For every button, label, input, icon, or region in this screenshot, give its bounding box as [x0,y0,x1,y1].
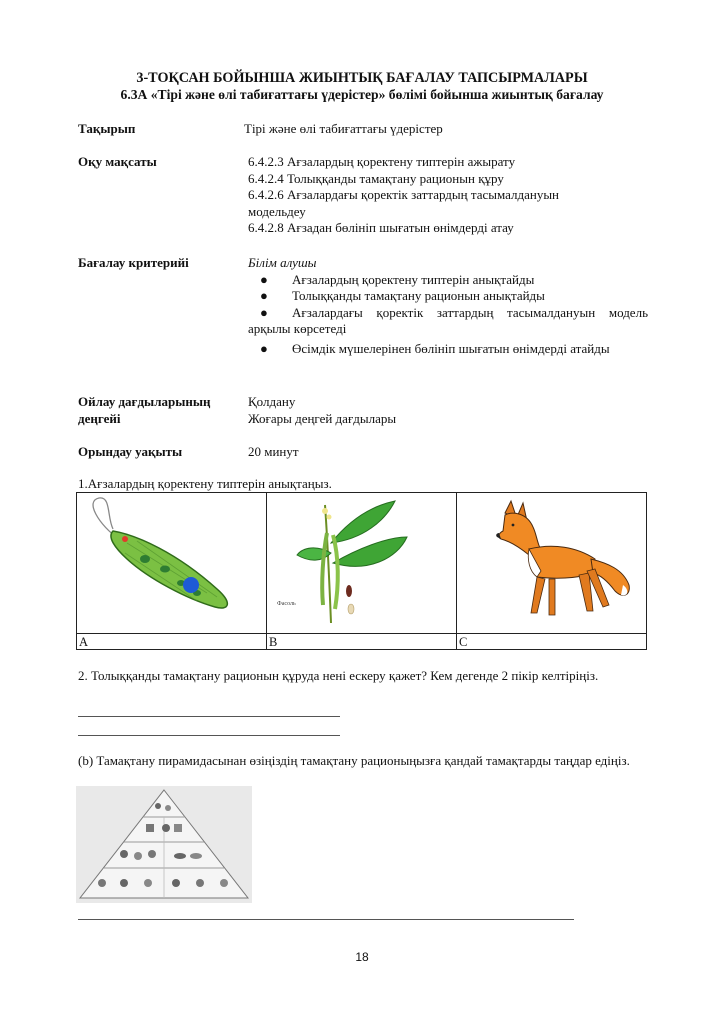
image-cell-b [267,493,457,633]
organisms-table [76,492,647,650]
bullet-icon: ● [260,340,268,356]
task2-question: 2. Толыққанды тамақтану рационын құруда нені ескеру қажет? Кем дегенде 2 пікір келтіріңіз. [78,668,599,683]
criteria-item: ● Ағзалардағы қоректік заттардың тасымалдануын модель арқылы көрсетеді [248,304,648,336]
thinking-values [248,394,396,427]
objective-item: 6.4.2.8 Ағзадан бөлініп шығатын өнімдерді атау [248,220,514,235]
criteria-label: Бағалау критерийі [78,255,189,270]
image-cell-a [77,493,267,633]
food-pyramid-icon [76,786,252,903]
image-label-b: B [267,633,457,650]
criteria-intro: Білім алушы [248,255,317,270]
thinking-value: Қолдану [248,394,296,409]
image-cell-c [457,493,646,633]
bean-caption: Фасоль [277,601,296,607]
thinking-label: Ойлау дағдыларының деңгейі [78,394,211,426]
answer-line [78,735,340,736]
answer-line [78,919,574,920]
task2b-question: (b) Тамақтану пирамидасынан өзіңіздің тамақтану рационыңызға қандай тамақтарды таңдар едіңіз. [78,753,630,768]
time-label: Орындау уақыты [78,444,183,459]
fox-icon [457,493,646,633]
document-title: 3-ТОҚСАН БОЙЫНША ЖИЫНТЫҚ БАҒАЛАУ ТАПСЫРМАЛАРЫ [136,70,588,86]
task1-question: 1.Ағзалардың қоректену типтерін анықтаңыз. [78,476,332,491]
criteria-item: ● Ағзалардың қоректену типтерін анықтайды [260,271,535,287]
objectives-label: Оқу мақсаты [78,154,157,169]
bullet-icon: ● [260,304,268,320]
criteria-block [248,255,648,357]
bean-plant-icon [267,493,457,633]
food-pyramid-image [76,786,252,903]
objective-item: 6.4.2.6 Ағзалардағы қоректік заттардың тасымалдануын модельдеу [248,187,560,219]
objectives-list [248,154,608,237]
thinking-value: Жоғары деңгей дағдылары [248,410,397,426]
time-value: 20 минут [248,444,299,459]
objective-item: 6.4.2.4 Толыққанды тамақтану рационын құру [248,170,504,186]
bullet-icon: ● [260,288,268,303]
topic-value: Тірі және өлі табиғаттағы үдерістер [244,121,443,136]
criteria-list [248,272,648,358]
image-label-c: C [457,633,646,650]
bullet-icon: ● [260,271,268,287]
objective-item: 6.4.2.3 Ағзалардың қоректену типтерін ажырату [248,154,516,169]
criteria-item: ● Өсімдік мүшелерінен бөлініп шығатын өнімдерді атайды [260,340,610,356]
topic-label: Тақырып [78,121,136,136]
image-label-a: A [77,633,267,650]
page-number: 18 [355,950,369,964]
document-subtitle: 6.3А «Тірі және өлі табиғаттағы үдерістер» бөлімі бойынша жиынтық бағалау [120,87,604,102]
criteria-item: ● Толыққанды тамақтану рационын анықтайды [260,288,545,303]
answer-line [78,716,340,717]
euglena-icon [77,493,267,633]
